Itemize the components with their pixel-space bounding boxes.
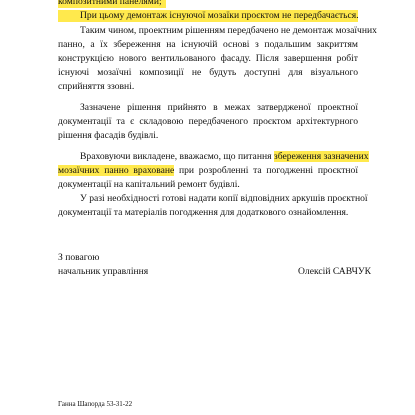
highlighted-text: збереження зазначених xyxy=(273,151,369,162)
paragraph-line: рішення фасадів будівлі. xyxy=(58,130,159,141)
paragraph-line xyxy=(80,151,369,163)
paragraph-line xyxy=(58,165,358,177)
paragraph-line: Зазначене рішення прийнято в межах затвердженої проектної xyxy=(80,102,358,113)
paragraph-line: документації та є складовою передбаченого проєктом архітектурного xyxy=(58,116,358,127)
greeting: З повагою xyxy=(58,252,100,263)
text-segment: Враховуючи викладене, вважаємо, що питання xyxy=(80,151,274,162)
paragraph-line: панно, а їх збереження на існуючій основі з подальшим закриттям xyxy=(58,39,358,50)
paragraph-line: існуючі мозаїчні композиції не будуть доступні для візуального xyxy=(58,67,358,78)
paragraph-line: Таким чином, проектним рішенням передбачено не демонтаж мозаїчних xyxy=(80,25,377,36)
signatory-position: начальник управління xyxy=(58,266,149,277)
text-segment: при розробленні та погодженні проєктної xyxy=(174,165,358,176)
paragraph-line: сприйняття ззовні. xyxy=(58,81,135,92)
intro-line-1: композитними панелями; xyxy=(58,0,166,8)
paragraph-line: У разі необхідності готові надати копії відповідних аркушів проєктної xyxy=(80,193,368,204)
paragraph-line: конструкцією нового вентильованого фасаду. Після завершення робіт xyxy=(58,53,358,64)
paragraph-line: документації на капітальний ремонт будівлі. xyxy=(58,179,240,190)
intro-line-2: При цьому демонтаж існуючої мозаїки проєктом не передбачається. xyxy=(58,10,358,22)
paragraph-line: документації та матеріалів погодження для додаткового ознайомлення. xyxy=(58,207,349,218)
highlighted-text: мозаїчних панно враховане xyxy=(58,165,175,176)
signatory-name: Олексій САВЧУК xyxy=(298,266,372,277)
executor-contact: Ганна Шапорда 53-31-22 xyxy=(58,400,133,408)
